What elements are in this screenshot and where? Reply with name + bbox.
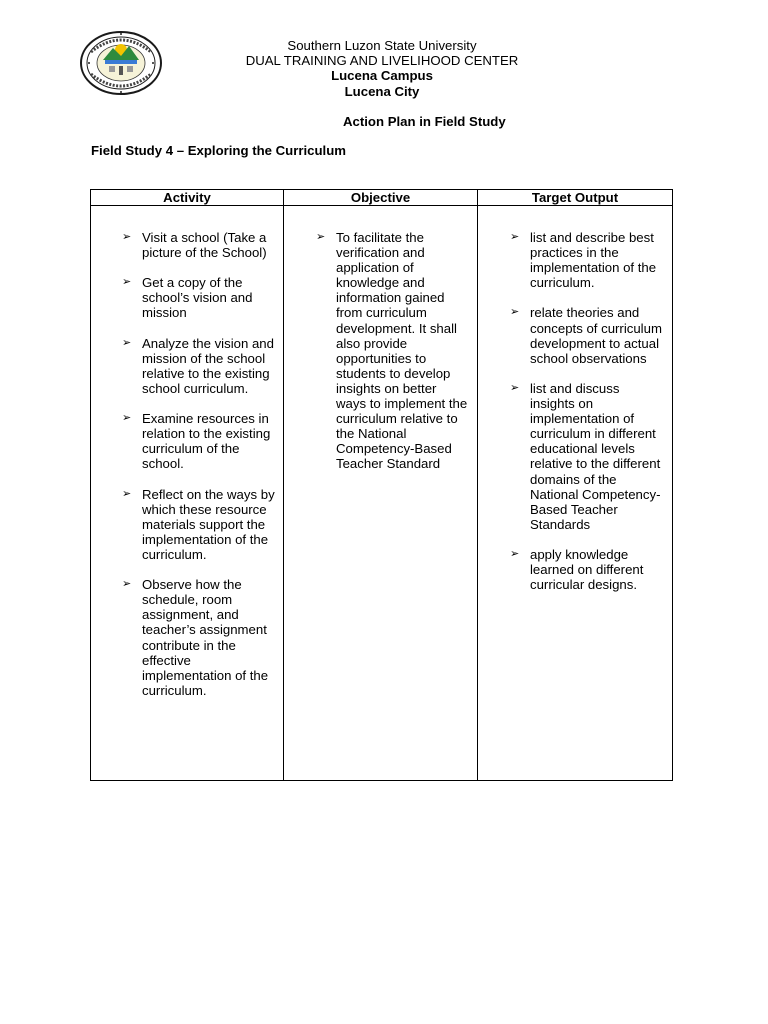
- list-item: ➢ Analyze the vision and mission of the school relative to the existing school curriculum.: [122, 335, 274, 396]
- list-item: ➢ Observe how the schedule, room assignment, and teacher’s assignment contribute in the effective implementation of the curriculum.: [122, 577, 269, 698]
- city-name: Lucena City: [344, 83, 420, 99]
- activity-cell: [91, 206, 284, 781]
- header-target-output: Target Output: [478, 190, 673, 206]
- list-item: ➢ list and describe best practices in the implementation of the curriculum.: [510, 230, 657, 291]
- list-item: ➢ Visit a school (Take a picture of the School): [122, 230, 267, 261]
- campus-name: Lucena Campus: [331, 68, 433, 84]
- target-output-cell: [478, 206, 673, 781]
- field-study-title: Field Study 4 – Exploring the Curriculum: [91, 143, 346, 158]
- activity-list: [91, 206, 283, 698]
- arrow-bullet-icon: ➢: [122, 276, 132, 289]
- arrow-bullet-icon: ➢: [510, 231, 520, 243]
- list-item: ➢ relate theories and concepts of curriculum development to actual school observations: [510, 305, 662, 366]
- header-objective: Objective: [284, 190, 478, 206]
- university-seal-icon: [79, 30, 163, 96]
- arrow-bullet-icon: ➢: [510, 547, 520, 560]
- center-name: DUAL TRAINING AND LIVELIHOOD CENTER: [245, 53, 519, 69]
- arrow-bullet-icon: ➢: [122, 412, 132, 425]
- header-activity: Activity: [91, 190, 284, 206]
- document-header: [180, 38, 584, 99]
- arrow-bullet-icon: ➢: [510, 381, 520, 394]
- list-item: ➢ Examine resources in relation to the existing curriculum of the school.: [122, 411, 271, 472]
- arrow-bullet-icon: ➢: [316, 231, 326, 243]
- action-plan-table: [90, 189, 673, 781]
- table-body-row: [91, 206, 673, 781]
- list-item: ➢ list and discuss insights on implementation of curriculum in different educational levels relative to the different domains of the National Competency-Based Teacher Standards: [510, 380, 661, 532]
- list-item: ➢ Get a copy of the school’s vision and mission: [122, 275, 253, 321]
- target-output-list: [478, 206, 672, 592]
- arrow-bullet-icon: ➢: [122, 578, 132, 591]
- list-item: ➢ Reflect on the ways by which these resource materials support the implementation of the curriculum.: [122, 486, 275, 562]
- arrow-bullet-icon: ➢: [510, 306, 520, 319]
- list-item: ➢ apply knowledge learned on different curricular designs.: [510, 546, 644, 593]
- objective-list: [284, 206, 477, 472]
- list-item: ➢ To facilitate the verification and application of knowledge and information gained from curriculum development. It shall also provide opportunities to students to develop insights on better ways to implement the curriculum relative to the National Competency-Based Teacher Standard: [316, 230, 468, 472]
- table-header-row: [91, 190, 673, 206]
- arrow-bullet-icon: ➢: [122, 336, 132, 349]
- university-name: Southern Luzon State University: [287, 38, 477, 53]
- arrow-bullet-icon: ➢: [122, 487, 132, 500]
- arrow-bullet-icon: ➢: [122, 231, 132, 243]
- objective-cell: [284, 206, 478, 781]
- plan-title: Action Plan in Field Study: [343, 114, 506, 129]
